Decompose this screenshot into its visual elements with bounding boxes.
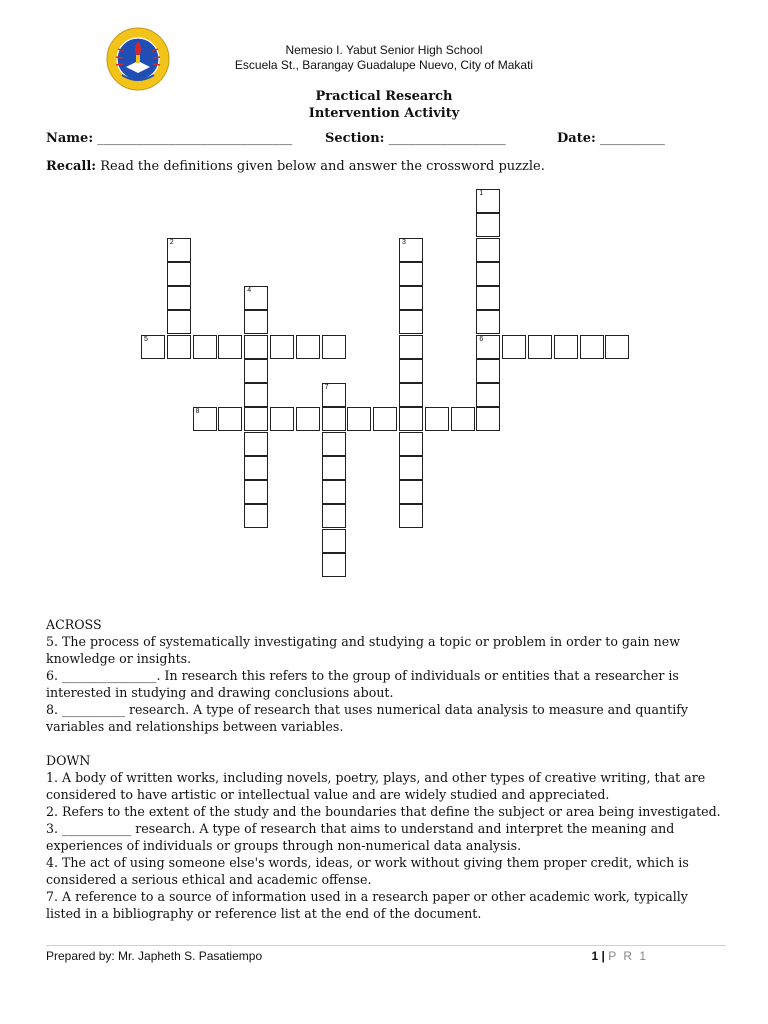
crossword-cell[interactable] [296,407,320,431]
crossword-cell[interactable] [399,480,423,504]
crossword-cell[interactable] [193,335,217,359]
crossword-cell[interactable] [476,286,500,310]
name-field[interactable] [46,131,292,146]
crossword-cell[interactable] [425,407,449,431]
crossword-clue-number: 8 [195,408,200,416]
date-field[interactable] [557,131,665,146]
crossword-cell[interactable] [167,286,191,310]
recall-label: Recall: [46,159,97,174]
down-clue-3: 3. ___________ research. A type of research that aims to understand and interpret the meaning and experiences of individuals or groups through non-numerical data analysis. [46,821,675,853]
section-label: Section: [325,131,385,146]
crossword-cell[interactable] [244,286,268,310]
name-label: Name: [46,131,94,146]
crossword-cell[interactable] [554,335,578,359]
crossword-cell[interactable] [322,456,346,480]
down-clue-4: 4. The act of using someone else's words, ideas, or work without giving them proper credit, which is considered a serious ethical and academic offense. [46,855,689,887]
clues-section [46,616,726,922]
document-subtitle: Intervention Activity [308,106,460,121]
crossword-cell[interactable] [476,310,500,334]
crossword-cell[interactable] [528,335,552,359]
crossword-clue-number: 5 [144,335,148,343]
down-clue-1: 1. A body of written works, including novels, poetry, plays, and other types of creative writing, that are considered to have artistic or intellectual value and are widely studied and appreciated. [46,770,706,802]
crossword-cell[interactable] [476,407,500,431]
crossword-cell[interactable] [399,359,423,383]
crossword-cell[interactable] [244,335,268,359]
crossword-clue-number: 7 [324,384,329,392]
crossword-cell[interactable] [322,432,346,456]
crossword-cell[interactable] [476,213,500,237]
crossword-clue-number: 1 [479,190,484,197]
school-address: Escuela St., Barangay Guadalupe Nuevo, City of Makati [234,58,534,72]
crossword-cell[interactable] [244,432,268,456]
crossword-cell[interactable] [244,407,268,431]
crossword-cell[interactable] [322,407,346,431]
crossword-cell[interactable] [476,335,500,359]
crossword-cell[interactable] [244,310,268,334]
crossword-cell[interactable] [476,189,500,213]
crossword-cell[interactable] [476,262,500,286]
section-blank[interactable]: __________________ [388,131,506,146]
crossword-clue-number: 2 [169,238,174,246]
page-indicator [591,949,648,963]
crossword-cell[interactable] [322,335,346,359]
crossword-cell[interactable] [244,383,268,407]
course-code: P R 1 [608,949,648,963]
crossword-cell[interactable] [322,504,346,528]
crossword-cell[interactable] [167,238,191,262]
across-heading: ACROSS [46,617,102,632]
crossword-cell[interactable] [244,480,268,504]
school-name: Nemesio I. Yabut Senior High School [285,43,483,57]
crossword-cell[interactable] [399,504,423,528]
crossword-cell[interactable] [347,407,371,431]
footer-divider [46,945,726,946]
crossword-cell[interactable] [193,407,217,431]
crossword-cell[interactable] [322,553,346,577]
recall-text: Read the definitions given below and answer the crossword puzzle. [96,159,545,174]
across-clue-8: 8. __________ research. A type of research that uses numerical data analysis to measure and quantify variables and relationships between variables. [46,702,689,734]
crossword-cell[interactable] [218,407,242,431]
date-label: Date: [557,131,596,146]
page-number: 1 [591,949,599,963]
crossword-cell[interactable] [399,310,423,334]
crossword-cell[interactable] [218,335,242,359]
crossword-cell[interactable] [476,383,500,407]
name-blank[interactable]: ______________________________ [97,131,293,146]
crossword-cell[interactable] [399,238,423,262]
crossword-cell[interactable] [322,529,346,553]
crossword-cell[interactable] [399,262,423,286]
crossword-cell[interactable] [399,456,423,480]
crossword-cell[interactable] [399,335,423,359]
crossword-cell[interactable] [399,407,423,431]
crossword-cell[interactable] [451,407,475,431]
down-heading: DOWN [46,753,91,768]
recall-instruction [46,159,545,174]
crossword-cell[interactable] [322,480,346,504]
crossword-cell[interactable] [399,383,423,407]
crossword-clue-number: 3 [402,238,406,246]
crossword-cell[interactable] [167,310,191,334]
crossword-cell[interactable] [399,286,423,310]
crossword-cell[interactable] [244,504,268,528]
crossword-cell[interactable] [270,335,294,359]
crossword-cell[interactable] [399,432,423,456]
crossword-cell[interactable] [476,359,500,383]
document-title: Practical Research [315,89,453,104]
crossword-cell[interactable] [373,407,397,431]
section-field[interactable] [325,131,506,146]
crossword-cell[interactable] [141,335,165,359]
crossword-cell[interactable] [476,238,500,262]
down-clue-2: 2. Refers to the extent of the study and the boundaries that define the subject or area being investigated. [46,804,721,819]
crossword-clue-number: 6 [479,335,484,343]
crossword-cell[interactable] [167,262,191,286]
crossword-cell[interactable] [322,383,346,407]
crossword-cell[interactable] [296,335,320,359]
across-clue-5: 5. The process of systematically investigating and studying a topic or problem in order to gain new knowledge or insights. [46,634,680,666]
down-clue-7: 7. A reference to a source of information used in a research paper or other academic work, typically listed in a bibliography or reference list at the end of the document. [46,889,688,921]
crossword-cell[interactable] [244,359,268,383]
crossword-cell[interactable] [167,335,191,359]
crossword-cell[interactable] [502,335,526,359]
crossword-cell[interactable] [605,335,629,359]
date-blank[interactable]: __________ [599,131,665,146]
page-separator: | [598,949,609,963]
prepared-by: Prepared by: Mr. Japheth S. Pasatiempo [46,949,263,963]
across-clue-6: 6. _______________. In research this refers to the group of individuals or entities that a researcher is interested in studying and drawing conclusions about. [46,668,679,700]
crossword-cell[interactable] [244,456,268,480]
crossword-cell[interactable] [580,335,604,359]
crossword-cell[interactable] [270,407,294,431]
crossword-clue-number: 4 [247,287,252,294]
